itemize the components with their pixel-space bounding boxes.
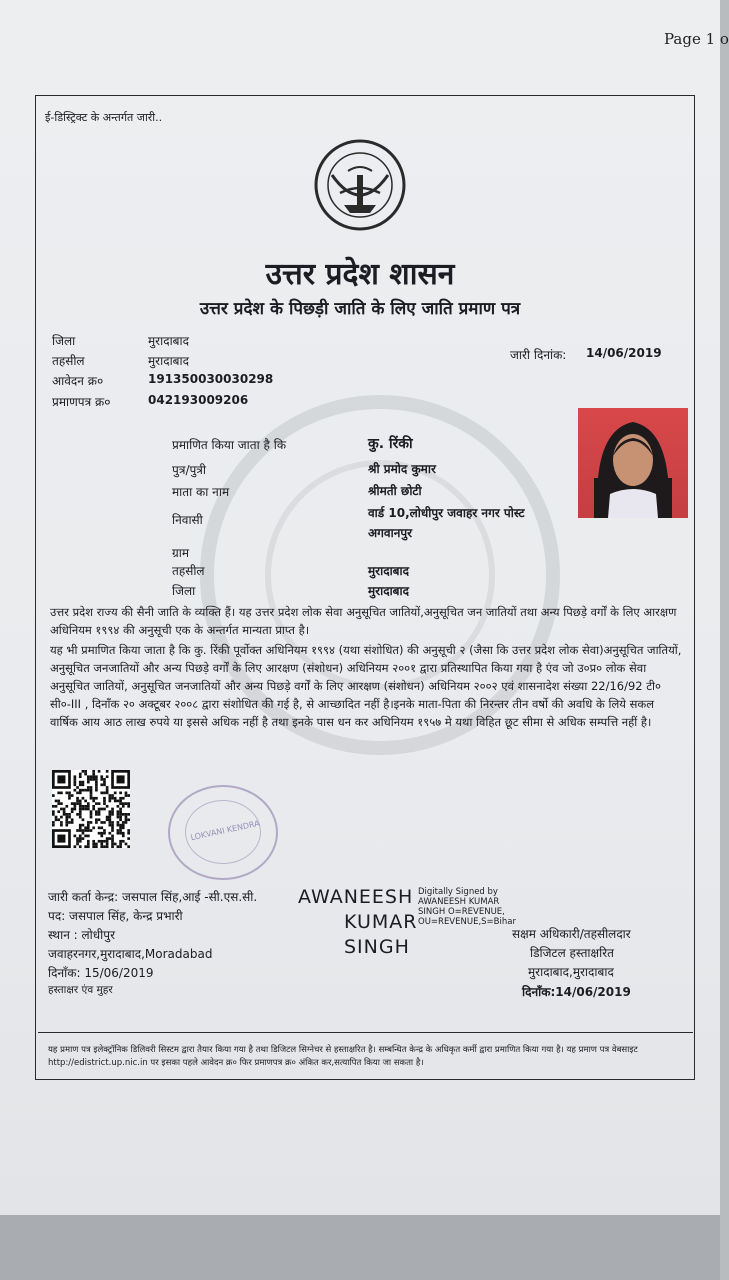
details-district-value: मुरादाबाद xyxy=(368,584,410,598)
header-note: ई-डिस्ट्रिक्ट के अन्तर्गत जारी.. xyxy=(45,111,163,124)
certify-label: प्रमाणित किया जाता है कि xyxy=(172,438,287,452)
qr-code xyxy=(52,770,130,848)
issuer-center: जारी कर्ता केन्द्र: जसपाल सिंह,आई -सी.एस.सी. xyxy=(48,890,258,904)
district-value: मुरादाबाद xyxy=(148,334,190,348)
details-tehsil-label: तहसील xyxy=(172,564,205,578)
tehsil-label: तहसील xyxy=(52,354,85,368)
authority-date: दिनाँक:14/06/2019 xyxy=(522,985,631,999)
authority-digital: डिजिटल हस्ताक्षरित xyxy=(530,946,614,960)
resident-label: निवासी xyxy=(172,513,203,527)
village-label: ग्राम xyxy=(172,546,190,560)
footer-divider xyxy=(38,1032,693,1033)
up-government-emblem-icon xyxy=(310,135,410,235)
mother-name: श्रीमती छोटी xyxy=(368,484,422,498)
title-main: उत्तर प्रदेश शासन xyxy=(265,257,455,292)
digital-signature-note-2: AWANEESH KUMAR xyxy=(418,897,500,907)
authority-title: सक्षम अधिकारी/तहसीलदार xyxy=(512,927,631,941)
authority-place: मुरादाबाद,मुरादाबाद xyxy=(528,965,614,979)
caste-paragraph: उत्तर प्रदेश राज्य की सैनी जाति के व्यक्ति हैं। यह उत्तर प्रदेश लोक सेवा अनुसूचित जातियों,अनुसूचित जन जातियों तथा अन्य पिछड़े वर्गों के लिए आरक्षण अधिनियम १९९४ की अनुसूची एक के अन्तर्गत मान्यता प्राप्त है। xyxy=(50,605,677,637)
page-number: Page 1 o xyxy=(664,30,729,48)
digital-signature-note-1: Digitally Signed by xyxy=(418,887,498,897)
tehsil-value: मुरादाबाद xyxy=(148,354,190,368)
resident-address-line1: वार्ड 10,लोधीपुर जवाहर नगर पोस्ट xyxy=(368,506,525,520)
digital-signature-note-3: SINGH O=REVENUE, xyxy=(418,907,505,917)
application-number: 191350030030298 xyxy=(148,372,274,386)
certificate-label: प्रमाणपत्र क्र० xyxy=(52,395,111,409)
father-name: श्री प्रमोद कुमार xyxy=(368,462,436,476)
stamp-text: LOKVANI KENDRA xyxy=(189,818,261,843)
certification-paragraph: यह भी प्रमाणित किया जाता है कि कु. रिंकी पूर्वोक्त अधिनियम १९९४ (यथा संशोधित) की अनुसूची २ (जैसा कि उत्तर प्रदेश लोक सेवा)अनुसूचित जातियों, अनुसूचित जनजातियों और अन्य पिछड़े वर्गों के लिए आरक्षण (संशोधन) अधिनियम २००१ द्वारा प्रतिस्थापित किया गया है एंव जो उ०प्र० लोक सेवा अनुसूचित जातियों, अनुसूचित जनजातियों और अन्य पिछड़े वर्गों के लिए आरक्षण (संशोधन) अधिनियम २००२ एवं शासनादेश संख्या 22/16/92 टी० सी०-III , दिनाँक २० अक्टूबर २००८ द्वारा संशोधित की गई है, से आच्छादित नहीं है।इनके माता-पिता की निरन्तर तीन वर्षो की अवधि के लिये सकल वार्षिक आय आठ लाख रुपये या इससे अधिक नहीं है तथा इनके पास धन कर अधिनियम १९५७ मे यथा विहित छूट सीमा से अधिक सम्पत्ति नहीं है। xyxy=(50,643,682,729)
application-label: आवेदन क्र० xyxy=(52,374,104,388)
child-label: पुत्र/पुत्री xyxy=(172,463,207,477)
background-surface xyxy=(0,1215,720,1280)
details-district-label: जिला xyxy=(172,584,196,598)
district-label: जिला xyxy=(52,334,76,348)
issue-date-label: जारी दिनांक: xyxy=(510,348,567,362)
digital-signature-name-line1: AWANEESH xyxy=(298,886,414,908)
title-sub: उत्तर प्रदेश के पिछड़ी जाति के लिए जाति प्रमाण पत्र xyxy=(199,299,521,319)
issuer-place-line1: स्थान : लोधीपुर xyxy=(48,928,115,942)
issuer-place-line2: जवाहरनगर,मुरादाबाद,Moradabad xyxy=(48,947,213,961)
digital-signature-name-line2: KUMAR xyxy=(344,911,418,933)
footer-note: यह प्रमाण पत्र इलेक्ट्रॉनिक डिलिवरी सिस्टम द्वारा तैयार किया गया है तथा डिजिटल सिग्नेचर से हस्ताक्षरित है। सम्बन्धित केन्द्र के अधिकृत कर्मी द्वारा प्रमाणित किया गया है। यह प्रमाण पत्र वेबसाइट http://edistrict.up.nic.in पर इसका पहले आवेदन क्र० फिर प्रमाणपत्र क्र० अंकित कर,सत्यापित किया जा सकता है। xyxy=(48,1045,638,1068)
issuer-post: पद: जसपाल सिंह, केन्द्र प्रभारी xyxy=(48,909,183,923)
applicant-name: कु. रिंकी xyxy=(368,436,413,452)
issuer-date: दिनाँक: 15/06/2019 xyxy=(48,966,154,980)
mother-label: माता का नाम xyxy=(172,485,230,499)
certificate-number: 042193009206 xyxy=(148,393,249,407)
issue-date-value: 14/06/2019 xyxy=(586,346,662,360)
resident-address-line2: अगवानपुर xyxy=(368,526,413,540)
issuer-sign-label: हस्ताक्षर एंव मुहर xyxy=(48,984,113,996)
digital-signature-name-line3: SINGH xyxy=(344,936,410,958)
applicant-photo xyxy=(578,408,688,518)
details-tehsil-value: मुरादाबाद xyxy=(368,564,410,578)
digital-signature-note-4: OU=REVENUE,S=Bihar xyxy=(418,917,516,927)
